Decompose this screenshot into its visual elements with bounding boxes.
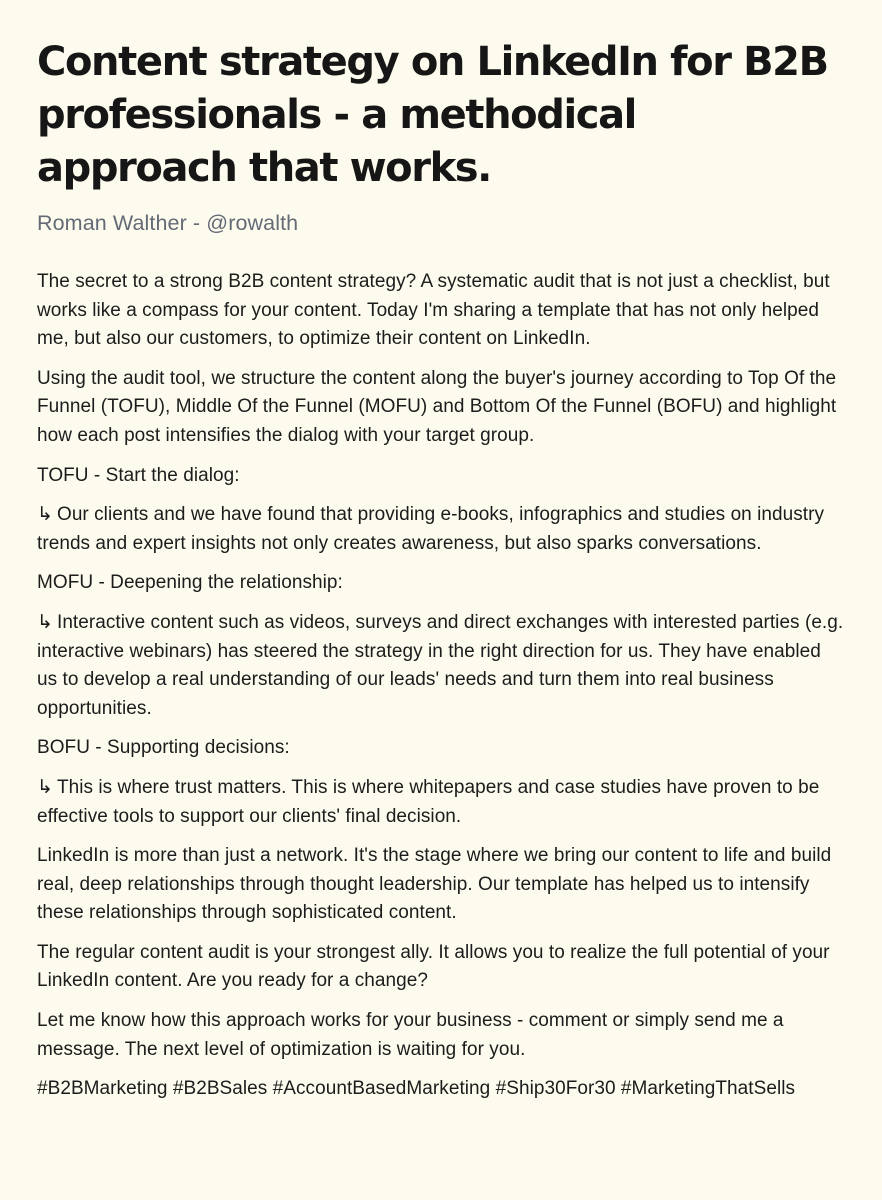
paragraph-text: This is where trust matters. This is where whitepapers and case studies have proven to be effective tools to support our clients' final decision.: [37, 776, 820, 827]
paragraph-text: The regular content audit is your strongest ally. It allows you to realize the full potential of your LinkedIn content. Are you ready for a change?: [37, 941, 830, 992]
post-title: Content strategy on LinkedIn for B2B professionals - a methodical approach that works.: [37, 39, 828, 191]
paragraph-text: Interactive content such as videos, surveys and direct exchanges with interested parties (e.g. interactive webinars) has steered the strategy in the right direction for us. They have enabled us to develop a real understanding of our leads' needs and turn them into real business opportunities.: [37, 611, 844, 719]
paragraph-call-to-action: [37, 1007, 845, 1064]
paragraph-tofu-detail: [37, 501, 845, 558]
arrow-icon: ↳: [37, 504, 53, 526]
paragraph-linkedin-network: [37, 842, 845, 928]
paragraph-text: Our clients and we have found that providing e-books, infographics and studies on industry trends and expert insights not only creates awareness, but also sparks conversations.: [37, 504, 825, 554]
paragraph-text: #B2BMarketing #B2BSales #AccountBasedMarketing #Ship30For30 #MarketingThatSells: [37, 1078, 796, 1100]
paragraph-text: Let me know how this approach works for your business - comment or simply send me a message. The next level of optimization is waiting for you.: [37, 1010, 784, 1060]
heading-mofu: [37, 569, 845, 598]
paragraph-funnel-structure: [37, 365, 845, 451]
arrow-icon: ↳: [37, 611, 53, 633]
paragraph-content-audit: [37, 939, 845, 996]
arrow-icon: ↳: [37, 776, 53, 798]
paragraph-text: TOFU - Start the dialog:: [37, 464, 240, 486]
paragraph-text: The secret to a strong B2B content strategy? A systematic audit that is not just a checklist, but works like a compass for your content. Today I'm sharing a template that has not only helped me, but also our customers, to optimize their content on LinkedIn.: [37, 271, 830, 350]
paragraph-text: MOFU - Deepening the relationship:: [37, 572, 343, 594]
paragraph-text: LinkedIn is more than just a network. It's the stage where we bring our content to life and build real, deep relationships through thought leadership. Our template has helped us to intensify these relationships through sophisticated content.: [37, 845, 832, 924]
heading-tofu: [37, 462, 845, 491]
paragraph-bofu-detail: [37, 774, 845, 831]
author-byline: Roman Walther - @rowalth: [37, 211, 299, 235]
hashtags: [37, 1075, 845, 1104]
post-body: [37, 268, 845, 1104]
paragraph-mofu-detail: [37, 609, 845, 723]
paragraph-text: BOFU - Supporting decisions:: [37, 737, 290, 759]
paragraph-intro: [37, 268, 845, 354]
heading-bofu: [37, 734, 845, 763]
paragraph-text: Using the audit tool, we structure the content along the buyer's journey according to Top Of the Funnel (TOFU), Middle Of the Funnel (MOFU) and Bottom Of the Funnel (BOFU) and highlight how each post intensifies the dialog with your target group.: [37, 367, 837, 446]
